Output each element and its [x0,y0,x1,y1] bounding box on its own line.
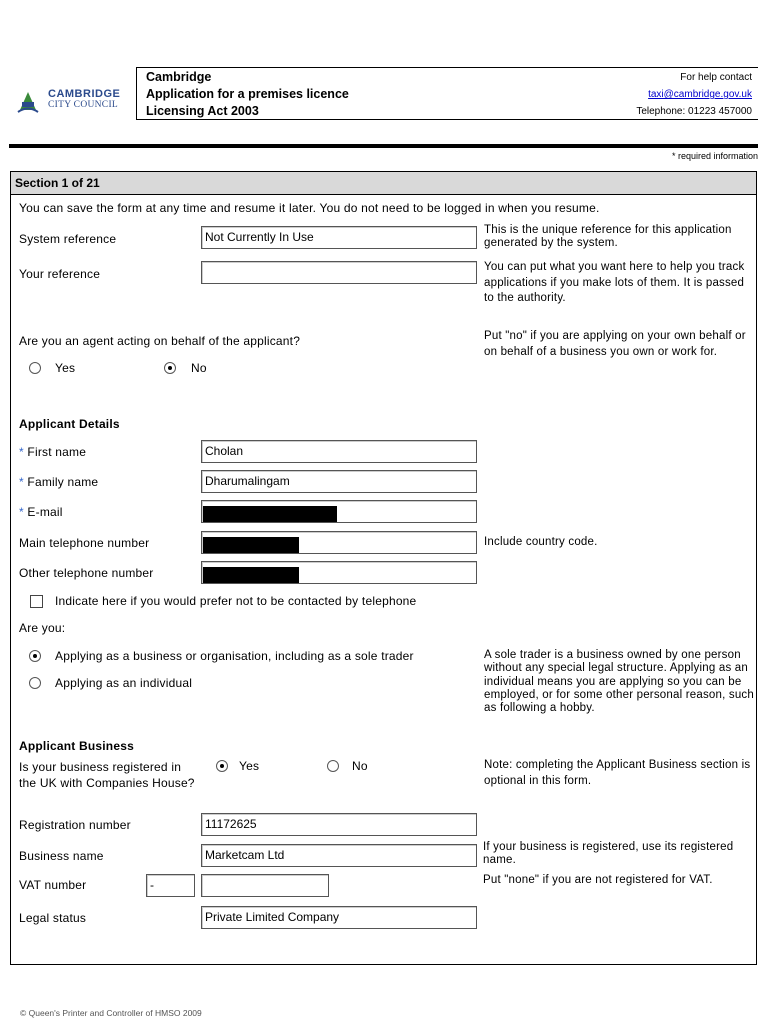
other-telephone-input[interactable] [201,561,477,584]
help-email-link[interactable]: taxi@cambridge.gov.uk [648,89,752,100]
companies-house-yes-radio[interactable] [216,760,228,772]
companies-house-no-radio[interactable] [327,760,339,772]
applicant-business-heading: Applicant Business [19,739,134,753]
applying-as-business-label: Applying as a business or organisation, including as a sole trader [55,649,414,663]
no-telephone-contact-label: Indicate here if you would prefer not to be contacted by telephone [55,594,417,608]
section-title: Section 1 of 21 [11,172,756,195]
family-name-label: * Family name [19,475,99,489]
companies-house-hint: Note: completing the Applicant Business section is optional in this form. [484,759,751,787]
no-telephone-contact-checkbox[interactable] [30,595,43,608]
form-title-line-3: Licensing Act 2003 [146,104,259,118]
agent-yes-label: Yes [55,361,76,375]
first-name-label: * First name [19,445,87,459]
system-reference-hint: This is the unique reference for this application generated by the system. [484,224,732,250]
required-star: * [19,505,24,519]
your-reference-label: Your reference [19,267,101,281]
help-contact-label: For help contact [680,72,752,83]
section-intro: You can save the form at any time and resume it later. You do not need to be logged in when you resume. [19,201,600,215]
business-name-label: Business name [19,849,104,863]
main-telephone-input[interactable] [201,531,477,554]
main-telephone-hint: Include country code. [484,536,598,548]
agent-yes-radio[interactable] [29,362,41,374]
vat-number-input[interactable] [201,874,329,897]
applying-as-individual-label: Applying as an individual [55,676,193,690]
system-reference-label: System reference [19,232,117,246]
main-telephone-label: Main telephone number [19,536,150,550]
logo-line-1: CAMBRIDGE [48,88,121,100]
system-reference-field: Not Currently In Use [201,226,477,249]
form-title-line-1: Cambridge [146,70,212,84]
applying-as-individual-radio[interactable] [29,677,41,689]
family-name-input[interactable]: Dharumalingam [201,470,477,493]
first-name-input[interactable]: Cholan [201,440,477,463]
companies-house-question: Is your business registered in the UK with Companies House? [19,760,195,790]
form-title-line-2: Application for a premises licence [146,87,349,101]
vat-number-hint: Put "none" if you are not registered for VAT. [483,874,713,886]
registration-number-input[interactable]: 11172625 [201,813,477,836]
required-star: * [19,475,24,489]
legal-status-label: Legal status [19,911,87,925]
form-title-box [136,67,758,120]
agent-hint: Put "no" if you are applying on your own behalf or on behalf of a business you own or work for. [484,330,746,358]
logo-line-2: CITY COUNCIL [48,100,119,110]
required-information-note: * required information [671,151,758,161]
redacted-value [203,537,299,553]
business-name-input[interactable]: Marketcam Ltd [201,844,477,867]
other-telephone-label: Other telephone number [19,566,154,580]
vat-number-label: VAT number [19,878,87,892]
email-label: * E-mail [19,505,63,519]
copyright-footer: © Queen's Printer and Controller of HMSO 2009 [20,1008,202,1018]
vat-prefix-field[interactable]: - [146,874,195,897]
agent-no-label: No [191,361,207,375]
email-input[interactable] [201,500,477,523]
redacted-value [203,567,299,583]
are-you-question: Are you: [19,621,66,635]
applicant-details-heading: Applicant Details [19,417,120,431]
business-name-hint: If your business is registered, use its registered name. [483,841,734,867]
companies-house-no-label: No [352,759,368,773]
are-you-hint: A sole trader is a business owned by one person without any special legal structure. Applying as an individual means you are applying so you can be employed, or for some other personal reason, such as following a hobby. [484,649,754,715]
applying-as-business-radio[interactable] [29,650,41,662]
registration-number-label: Registration number [19,818,131,832]
header-divider [9,144,758,148]
agent-question: Are you an agent acting on behalf of the applicant? [19,334,301,348]
your-reference-input[interactable] [201,261,477,284]
your-reference-hint: You can put what you want here to help you track applications if you make lots of them. It is passed to the authority. [484,261,745,304]
cambridge-city-council-logo [16,86,120,116]
legal-status-field[interactable]: Private Limited Company [201,906,477,929]
agent-no-radio[interactable] [164,362,176,374]
help-telephone: Telephone: 01223 457000 [636,106,752,117]
redacted-value [203,506,337,522]
required-star: * [19,445,24,459]
companies-house-yes-label: Yes [239,759,260,773]
